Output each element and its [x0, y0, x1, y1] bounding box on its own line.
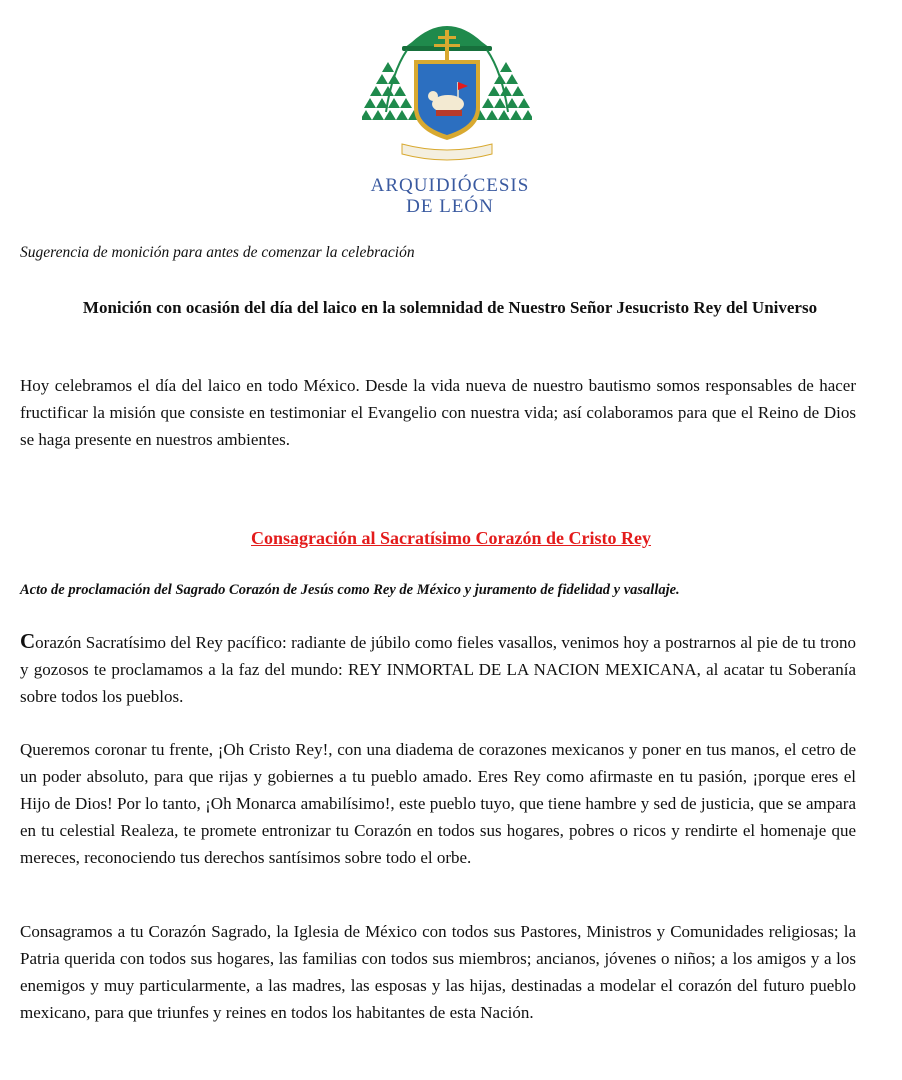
monition-body: Hoy celebramos el día del laico en todo México. Desde la vida nueva de nuestro bautismo somos responsables de hacer fructificar la misión que consiste en testimoniar el Evangelio con nuestra vida; así colaboramos para que el Reino de Dios se haga presente en nuestros ambientes. [20, 376, 856, 449]
archdiocese-name [340, 176, 560, 216]
paragraph-1-text: orazón Sacratísimo del Rey pacífico: radiante de júbilo como fieles vasallos, venimos hoy a postrarnos al pie de tu trono y gozosos te proclamamos a la faz del mundo: REY INMORTAL DE LA NACION MEXICANA, al acatar tu Soberanía sobre todos los pueblos. [20, 633, 856, 706]
drop-cap: C [20, 629, 36, 653]
monition-title: Monición con ocasión del día del laico en la solemnidad de Nuestro Señor Jesucristo Rey del Universo [82, 298, 818, 317]
consecration-subheading: Acto de proclamación del Sagrado Corazón de Jesús como Rey de México y juramento de fidelidad y vasallaje. [20, 582, 680, 598]
intro-note: Sugerencia de monición para antes de comenzar la celebración [20, 244, 415, 261]
consecration-paragraph-2: Queremos coronar tu frente, ¡Oh Cristo Rey!, con una diadema de corazones mexicanos y poner en tus manos, el cetro de un poder absoluto, para que rijas y gobiernes a tu pueblo amado. Eres Rey como afirmaste en tu pasión, ¡porque eres el Hijo de Dios! Por lo tanto, ¡Oh Monarca amabilísimo!, este pueblo tuyo, que tiene hambre y sed de justicia, que se ampara en tu celestial Realeza, te promete entronizar tu Corazón en todos sus hogares, pobres o ricos y rendirte el homenaje que mereces, reconociendo tus derechos santísimos sobre todo el orbe. [20, 740, 856, 867]
consecration-paragraph-1 [20, 628, 856, 710]
consecration-heading: Consagración al Sacratísimo Corazón de Cristo Rey [251, 528, 651, 548]
archdiocese-name-line1: ARQUIDIÓCESIS [370, 175, 530, 196]
coat-of-arms-icon [362, 12, 532, 162]
consecration-paragraph-3: Consagramos a tu Corazón Sagrado, la Iglesia de México con todos sus Pastores, Ministros y Comunidades religiosas; la Patria querida con todos sus hogares, las familias con todos sus miembros; ancianos, jóvenes o niños; a los amigos y a los enemigos y muy particularmente, a las madres, las esposas y las hijas, destinadas a modelar el corazón del futuro pueblo mexicano, para que triunfes y reines en todos los habitantes de esta Nación. [20, 922, 856, 1022]
archdiocese-name-line2: DE LEÓN [406, 196, 494, 217]
